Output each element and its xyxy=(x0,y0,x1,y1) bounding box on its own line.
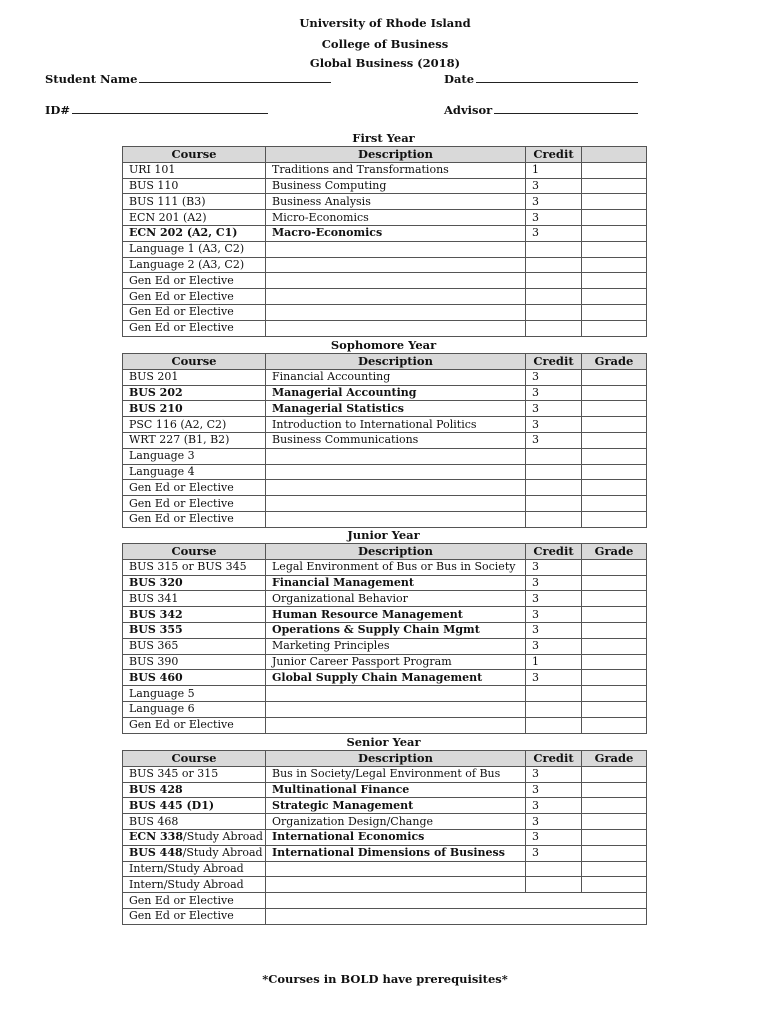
course-credit xyxy=(526,289,582,305)
table-row xyxy=(123,304,647,320)
grade-cell[interactable] xyxy=(582,178,647,194)
grade-cell[interactable] xyxy=(582,464,647,480)
course-description: Bus in Society/Legal Environment of Bus xyxy=(266,766,526,782)
grade-cell[interactable] xyxy=(582,701,647,717)
course-credit: 3 xyxy=(526,401,582,417)
grade-cell[interactable] xyxy=(582,320,647,336)
course-credit xyxy=(526,511,582,527)
grade-header: Grade xyxy=(582,751,647,767)
course-credit xyxy=(526,304,582,320)
grade-cell[interactable] xyxy=(582,607,647,623)
table-header-row xyxy=(123,147,647,163)
course-description xyxy=(266,701,526,717)
course-code-suffix: /Study Abroad xyxy=(182,846,263,860)
table-header-row xyxy=(123,544,647,560)
table-row xyxy=(123,210,647,226)
table-row xyxy=(123,607,647,623)
course-code: BUS 460 xyxy=(123,670,266,686)
course-credit xyxy=(526,241,582,257)
course-description xyxy=(266,257,526,273)
course-credit: 3 xyxy=(526,385,582,401)
table-row xyxy=(123,861,647,877)
table-row xyxy=(123,273,647,289)
course-credit: 3 xyxy=(526,670,582,686)
course-code: Intern/Study Abroad xyxy=(123,861,266,877)
grade-cell[interactable] xyxy=(582,638,647,654)
course-code: Gen Ed or Elective xyxy=(123,320,266,336)
grade-header xyxy=(582,147,647,163)
course-code: Intern/Study Abroad xyxy=(123,877,266,893)
course-description xyxy=(266,861,526,877)
grade-cell[interactable] xyxy=(582,717,647,733)
grade-cell[interactable] xyxy=(582,273,647,289)
course-description xyxy=(266,511,526,527)
course-credit: 3 xyxy=(526,178,582,194)
grade-cell[interactable] xyxy=(582,845,647,861)
course-description xyxy=(266,686,526,702)
course-code: Gen Ed or Elective xyxy=(123,511,266,527)
course-description: Junior Career Passport Program xyxy=(266,654,526,670)
grade-cell[interactable] xyxy=(582,369,647,385)
course-credit: 3 xyxy=(526,591,582,607)
course-description xyxy=(266,893,647,909)
grade-cell[interactable] xyxy=(582,575,647,591)
course-code: BUS 345 or 315 xyxy=(123,766,266,782)
grade-cell[interactable] xyxy=(582,448,647,464)
advisor-line[interactable] xyxy=(494,102,638,114)
course-code: BUS 390 xyxy=(123,654,266,670)
description-header: Description xyxy=(266,751,526,767)
course-code: Gen Ed or Elective xyxy=(123,304,266,320)
course-code: BUS 201 xyxy=(123,369,266,385)
course-description xyxy=(266,289,526,305)
course-description: Marketing Principles xyxy=(266,638,526,654)
description-header: Description xyxy=(266,544,526,560)
grade-header: Grade xyxy=(582,544,647,560)
grade-cell[interactable] xyxy=(582,257,647,273)
grade-cell[interactable] xyxy=(582,210,647,226)
grade-cell[interactable] xyxy=(582,432,647,448)
course-credit: 1 xyxy=(526,162,582,178)
credit-header: Credit xyxy=(526,147,582,163)
course-credit: 3 xyxy=(526,638,582,654)
course-code: ECN 201 (A2) xyxy=(123,210,266,226)
course-description: Traditions and Transformations xyxy=(266,162,526,178)
course-code-suffix: /Study Abroad xyxy=(183,830,263,844)
course-credit xyxy=(526,273,582,289)
table-row xyxy=(123,496,647,512)
course-description: Managerial Statistics xyxy=(266,401,526,417)
course-code: BUS 445 (D1) xyxy=(123,798,266,814)
table-row xyxy=(123,845,647,861)
table-row xyxy=(123,908,647,924)
course-credit xyxy=(526,496,582,512)
table-row xyxy=(123,225,647,241)
grade-header: Grade xyxy=(582,354,647,370)
sophomore-year-table xyxy=(122,353,647,528)
first-year-title: First Year xyxy=(352,131,415,145)
course-description: Business Analysis xyxy=(266,194,526,210)
course-credit: 3 xyxy=(526,766,582,782)
grade-cell[interactable] xyxy=(582,401,647,417)
course-code: BUS 365 xyxy=(123,638,266,654)
advisor-label: Advisor xyxy=(444,103,493,117)
course-description xyxy=(266,273,526,289)
course-credit: 3 xyxy=(526,575,582,591)
table-header-row xyxy=(123,354,647,370)
course-description xyxy=(266,908,647,924)
junior-year-title: Junior Year xyxy=(347,528,420,542)
student-name-line[interactable] xyxy=(139,71,331,83)
course-header: Course xyxy=(123,751,266,767)
grade-cell[interactable] xyxy=(582,654,647,670)
course-credit xyxy=(526,861,582,877)
course-description: Human Resource Management xyxy=(266,607,526,623)
student-name-label: Student Name xyxy=(45,72,138,86)
course-credit: 3 xyxy=(526,607,582,623)
course-credit xyxy=(526,877,582,893)
table-row xyxy=(123,766,647,782)
course-header: Course xyxy=(123,147,266,163)
date-field[interactable] xyxy=(444,71,638,87)
course-code: Language 2 (A3, C2) xyxy=(123,257,266,273)
course-code: PSC 116 (A2, C2) xyxy=(123,417,266,433)
table-row xyxy=(123,417,647,433)
grade-cell[interactable] xyxy=(582,686,647,702)
course-header: Course xyxy=(123,544,266,560)
grade-cell[interactable] xyxy=(582,496,647,512)
date-label: Date xyxy=(444,72,475,86)
table-row xyxy=(123,320,647,336)
course-description: Business Computing xyxy=(266,178,526,194)
course-credit: 3 xyxy=(526,210,582,226)
table-row xyxy=(123,686,647,702)
id-label: ID# xyxy=(45,103,70,117)
course-description: Managerial Accounting xyxy=(266,385,526,401)
description-header: Description xyxy=(266,354,526,370)
course-credit: 3 xyxy=(526,845,582,861)
table-row xyxy=(123,401,647,417)
course-description: Introduction to International Politics xyxy=(266,417,526,433)
grade-cell[interactable] xyxy=(582,559,647,575)
table-row xyxy=(123,575,647,591)
course-credit: 3 xyxy=(526,798,582,814)
course-code: BUS 341 xyxy=(123,591,266,607)
course-code xyxy=(123,829,266,845)
program-title: Global Business (2018) xyxy=(309,56,461,70)
grade-cell[interactable] xyxy=(582,798,647,814)
grade-cell[interactable] xyxy=(582,814,647,830)
table-row xyxy=(123,877,647,893)
course-description: Business Communications xyxy=(266,432,526,448)
table-row xyxy=(123,893,647,909)
grade-cell[interactable] xyxy=(582,591,647,607)
table-row xyxy=(123,178,647,194)
course-description: Operations & Supply Chain Mgmt xyxy=(266,622,526,638)
course-credit: 1 xyxy=(526,654,582,670)
course-description xyxy=(266,480,526,496)
course-description xyxy=(266,496,526,512)
course-code: BUS 428 xyxy=(123,782,266,798)
course-code: Gen Ed or Elective xyxy=(123,908,266,924)
advisor-field[interactable] xyxy=(444,102,638,118)
grade-cell[interactable] xyxy=(582,829,647,845)
credit-header: Credit xyxy=(526,354,582,370)
description-header: Description xyxy=(266,147,526,163)
table-row xyxy=(123,385,647,401)
course-description: Macro-Economics xyxy=(266,225,526,241)
course-credit: 3 xyxy=(526,622,582,638)
course-description xyxy=(266,241,526,257)
table-row xyxy=(123,622,647,638)
table-row xyxy=(123,654,647,670)
course-description: Organizational Behavior xyxy=(266,591,526,607)
course-code: ECN 202 (A2, C1) xyxy=(123,225,266,241)
course-description: Micro-Economics xyxy=(266,210,526,226)
grade-cell[interactable] xyxy=(582,162,647,178)
table-row xyxy=(123,591,647,607)
course-credit xyxy=(526,717,582,733)
course-code: Gen Ed or Elective xyxy=(123,893,266,909)
course-code: Language 4 xyxy=(123,464,266,480)
course-code: Gen Ed or Elective xyxy=(123,717,266,733)
grade-cell[interactable] xyxy=(582,241,647,257)
senior-year-table xyxy=(122,750,647,925)
id-field[interactable] xyxy=(45,102,268,118)
table-row xyxy=(123,829,647,845)
course-credit xyxy=(526,701,582,717)
table-header-row xyxy=(123,751,647,767)
student-name-field[interactable] xyxy=(45,71,331,87)
grade-cell[interactable] xyxy=(582,511,647,527)
course-credit: 3 xyxy=(526,432,582,448)
course-code-bold: BUS 448 xyxy=(129,846,183,860)
table-row xyxy=(123,369,647,385)
junior-year-table xyxy=(122,543,647,734)
course-code xyxy=(123,845,266,861)
course-credit: 3 xyxy=(526,559,582,575)
course-code: Gen Ed or Elective xyxy=(123,480,266,496)
course-description xyxy=(266,877,526,893)
grade-cell[interactable] xyxy=(582,861,647,877)
course-code: BUS 111 (B3) xyxy=(123,194,266,210)
course-credit: 3 xyxy=(526,814,582,830)
course-code: Gen Ed or Elective xyxy=(123,273,266,289)
prerequisite-note: *Courses in BOLD have prerequisites* xyxy=(262,972,508,986)
course-credit: 3 xyxy=(526,782,582,798)
course-description: International Dimensions of Business xyxy=(266,845,526,861)
table-row xyxy=(123,241,647,257)
course-code: Language 1 (A3, C2) xyxy=(123,241,266,257)
course-code: Language 3 xyxy=(123,448,266,464)
table-row xyxy=(123,162,647,178)
grade-cell[interactable] xyxy=(582,304,647,320)
grade-cell[interactable] xyxy=(582,622,647,638)
course-description xyxy=(266,320,526,336)
course-code: BUS 202 xyxy=(123,385,266,401)
course-description: International Economics xyxy=(266,829,526,845)
table-row xyxy=(123,701,647,717)
course-description xyxy=(266,464,526,480)
course-header: Course xyxy=(123,354,266,370)
id-line[interactable] xyxy=(72,102,268,114)
credit-header: Credit xyxy=(526,751,582,767)
course-code: BUS 315 or BUS 345 xyxy=(123,559,266,575)
table-row xyxy=(123,448,647,464)
course-description: Strategic Management xyxy=(266,798,526,814)
table-row xyxy=(123,798,647,814)
grade-cell[interactable] xyxy=(582,877,647,893)
grade-cell[interactable] xyxy=(582,417,647,433)
course-code: URI 101 xyxy=(123,162,266,178)
college-name: College of Business xyxy=(321,37,449,51)
course-code: BUS 355 xyxy=(123,622,266,638)
course-description: Legal Environment of Bus or Bus in Society xyxy=(266,559,526,575)
course-credit xyxy=(526,686,582,702)
course-credit: 3 xyxy=(526,194,582,210)
table-row xyxy=(123,559,647,575)
grade-cell[interactable] xyxy=(582,289,647,305)
sophomore-year-title: Sophomore Year xyxy=(330,338,437,352)
course-code: Language 5 xyxy=(123,686,266,702)
course-description: Multinational Finance xyxy=(266,782,526,798)
course-credit xyxy=(526,320,582,336)
table-row xyxy=(123,464,647,480)
course-description: Global Supply Chain Management xyxy=(266,670,526,686)
table-row xyxy=(123,432,647,448)
course-code: BUS 468 xyxy=(123,814,266,830)
table-row xyxy=(123,480,647,496)
course-credit: 3 xyxy=(526,417,582,433)
table-row xyxy=(123,289,647,305)
course-code: BUS 110 xyxy=(123,178,266,194)
table-row xyxy=(123,717,647,733)
university-name: University of Rhode Island xyxy=(299,16,471,30)
grade-cell[interactable] xyxy=(582,782,647,798)
course-code: BUS 210 xyxy=(123,401,266,417)
table-row xyxy=(123,814,647,830)
grade-cell[interactable] xyxy=(582,766,647,782)
table-row xyxy=(123,670,647,686)
table-row xyxy=(123,511,647,527)
table-row xyxy=(123,638,647,654)
course-credit xyxy=(526,257,582,273)
course-code-bold: ECN 338 xyxy=(129,830,183,844)
grade-cell[interactable] xyxy=(582,670,647,686)
course-code: Gen Ed or Elective xyxy=(123,289,266,305)
course-code: WRT 227 (B1, B2) xyxy=(123,432,266,448)
course-credit xyxy=(526,480,582,496)
course-code: BUS 320 xyxy=(123,575,266,591)
table-row xyxy=(123,782,647,798)
course-credit xyxy=(526,448,582,464)
grade-cell[interactable] xyxy=(582,385,647,401)
course-credit: 3 xyxy=(526,369,582,385)
grade-cell[interactable] xyxy=(582,194,647,210)
course-code: Gen Ed or Elective xyxy=(123,496,266,512)
senior-year-title: Senior Year xyxy=(346,735,421,749)
credit-header: Credit xyxy=(526,544,582,560)
course-description: Financial Management xyxy=(266,575,526,591)
grade-cell[interactable] xyxy=(582,480,647,496)
course-code: BUS 342 xyxy=(123,607,266,623)
course-description xyxy=(266,304,526,320)
date-line[interactable] xyxy=(476,71,638,83)
course-credit xyxy=(526,464,582,480)
first-year-table xyxy=(122,146,647,337)
course-credit: 3 xyxy=(526,829,582,845)
course-description xyxy=(266,717,526,733)
course-description xyxy=(266,448,526,464)
course-credit: 3 xyxy=(526,225,582,241)
course-code: Language 6 xyxy=(123,701,266,717)
table-row xyxy=(123,194,647,210)
grade-cell[interactable] xyxy=(582,225,647,241)
course-description: Organization Design/Change xyxy=(266,814,526,830)
table-row xyxy=(123,257,647,273)
course-description: Financial Accounting xyxy=(266,369,526,385)
